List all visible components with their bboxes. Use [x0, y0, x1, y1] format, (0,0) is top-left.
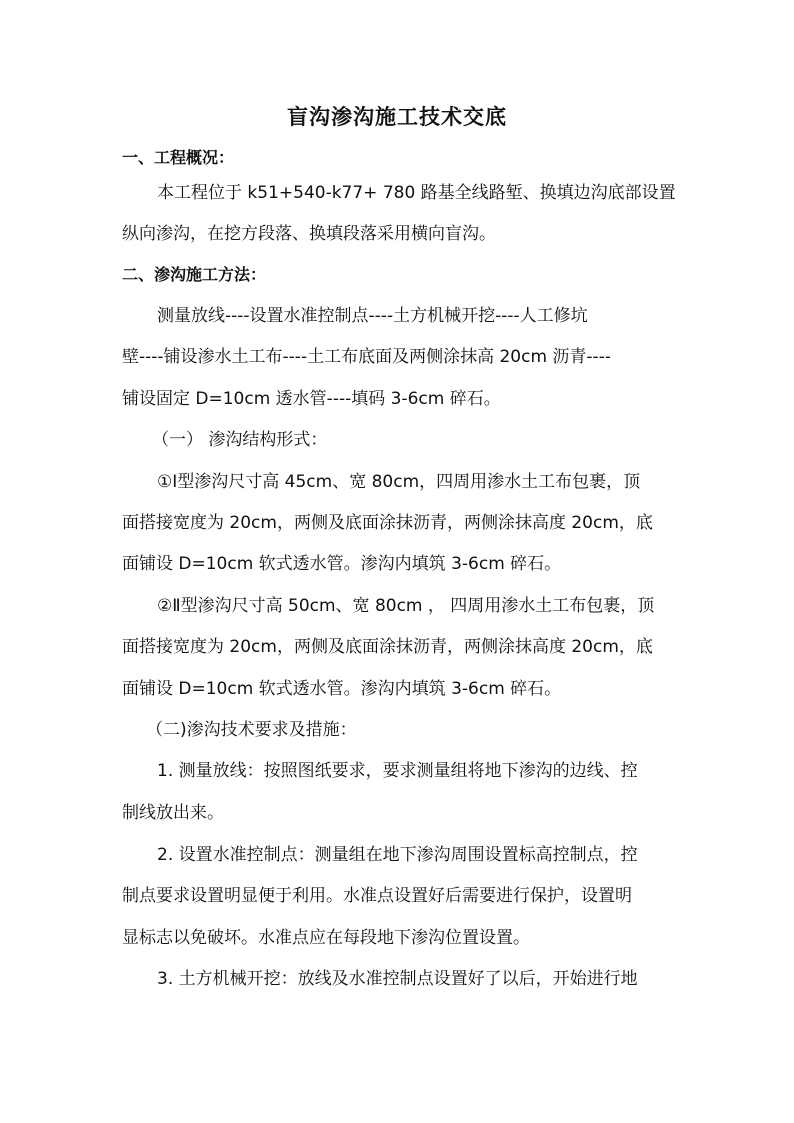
type1-line-3: 面铺设 D=10cm 软式透水管。渗沟内填筑 3-6cm 碎石。	[122, 554, 562, 574]
section1-line-1: 本工程位于 k51+540-k77+ 780 路基全线路堑、换填边沟底部设置	[157, 183, 676, 203]
document-title: 盲沟渗沟施工技术交底	[287, 105, 507, 129]
type1-line-1: ①Ⅰ型渗沟尺寸高 45cm、宽 80cm，四周用渗水土工布包裹，顶	[157, 472, 641, 492]
flow-line-2: 壁----铺设渗水土工布----土工布底面及两侧涂抹高 20cm 沥青----	[122, 347, 611, 367]
section1-line-2: 纵向渗沟，在挖方段落、换填段落采用横向盲沟。	[122, 224, 496, 244]
item2-line-2: 制点要求设置明显便于利用。水准点设置好后需要进行保护，设置明	[122, 886, 632, 906]
type2-line-2: 面搭接宽度为 20cm，两侧及底面涂抹沥青，两侧涂抹高度 20cm，底	[122, 637, 653, 657]
subsection2-heading: （二)渗沟技术要求及措施：	[146, 720, 357, 740]
flow-line-1: 测量放线----设置水准控制点----土方机械开挖----人工修坑	[157, 306, 588, 326]
subsection1-heading: （一） 渗沟结构形式：	[152, 430, 328, 450]
item1-line-1: 1. 测量放线：按照图纸要求，要求测量组将地下渗沟的边线、控	[157, 761, 638, 781]
item2-line-1: 2. 设置水准控制点：测量组在地下渗沟周围设置标高控制点，控	[157, 845, 638, 865]
item2-line-3: 显标志以免破坏。水准点应在每段地下渗沟位置设置。	[122, 928, 530, 948]
type1-line-2: 面搭接宽度为 20cm，两侧及底面涂抹沥青，两侧涂抹高度 20cm，底	[122, 513, 653, 533]
section2-heading: 二、渗沟施工方法：	[122, 265, 267, 284]
item3-line-1: 3. 土方机械开挖：放线及水准控制点设置好了以后，开始进行地	[157, 969, 638, 989]
type2-line-3: 面铺设 D=10cm 软式透水管。渗沟内填筑 3-6cm 碎石。	[122, 679, 562, 699]
flow-line-3: 铺设固定 D=10cm 透水管----填码 3-6cm 碎石。	[122, 389, 501, 409]
item1-line-2: 制线放出来。	[122, 803, 224, 823]
section1-heading: 一、工程概况：	[122, 148, 235, 167]
type2-line-1: ②Ⅱ型渗沟尺寸高 50cm、宽 80cm ， 四周用渗水土工布包裹，顶	[157, 596, 655, 616]
